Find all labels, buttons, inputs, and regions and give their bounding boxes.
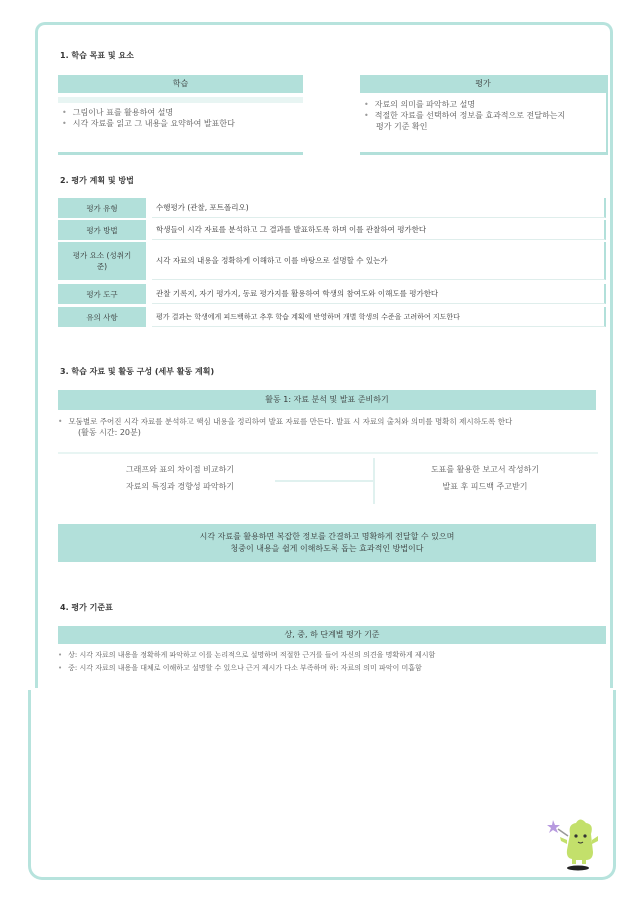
- row-label: 평가 요소 (성취기준): [58, 242, 146, 280]
- compare-item: 그래프와 표의 차이점 비교하기: [125, 465, 235, 474]
- compare-right: [405, 464, 565, 492]
- table-row: [58, 284, 606, 304]
- row-label: 평가 방법: [58, 220, 146, 240]
- row-value: 수행평가 (관찰, 포트폴리오): [152, 198, 606, 218]
- evaluation-header: 평가: [360, 75, 606, 93]
- row-value: 학생들이 시각 자료를 분석하고 그 결과를 발표하도록 하며 이를 관찰하여 평가한다: [152, 220, 606, 240]
- list-item: • 그림이나 표를 활용하여 설명: [62, 107, 303, 118]
- compare-left: [100, 464, 260, 492]
- compare-divider: [275, 458, 375, 504]
- list-item: • 중: 시각 자료의 내용을 대체로 이해하고 설명할 수 있으나 근거 제시가 다소 부족하며 하: 자료의 의미 파악이 미흡함: [58, 663, 608, 674]
- divider: [360, 152, 606, 155]
- section3-title: 3. 학습 자료 및 활동 구성 (세부 활동 계획): [60, 367, 215, 376]
- note-line: • 모둠별로 주어진 시각 자료를 분석하고 핵심 내용을 정리하여 발표 자료를 만든다. 발표 시 자료의 출처와 의미를 명확히 제시하도록 한다: [58, 416, 598, 427]
- row-label: 유의 사항: [58, 307, 146, 327]
- learning-list: [58, 103, 303, 129]
- mascot-icon: [544, 814, 604, 872]
- table-row: [58, 307, 606, 327]
- divider: [58, 452, 598, 454]
- compare-item: 도표를 활용한 보고서 작성하기: [430, 465, 540, 474]
- evaluation-list: [360, 93, 606, 132]
- summary-box: [58, 524, 596, 562]
- list-item-continued: 평가 기준 확인: [376, 122, 428, 131]
- table-row: [58, 242, 606, 280]
- summary-line: 청중이 내용을 쉽게 이해하도록 돕는 효과적인 방법이다: [230, 544, 424, 553]
- criteria-list: [58, 650, 608, 674]
- compare-item: 자료의 특징과 경향성 파악하기: [125, 482, 235, 491]
- list-item: • 상: 시각 자료의 내용을 정확하게 파악하고 이를 논리적으로 설명하며 적절한 근거를 들어 자신의 의견을 명확하게 제시함: [58, 650, 608, 661]
- summary-line: 시각 자료를 활용하면 복잡한 정보를 간결하고 명확하게 전달할 수 있으며: [199, 532, 455, 541]
- table-row: [58, 220, 606, 240]
- row-label: 평가 도구: [58, 284, 146, 304]
- section1-title: 1. 학습 목표 및 요소: [60, 51, 134, 60]
- row-value: 평가 결과는 학생에게 피드백하고 추후 학습 계획에 반영하며 개별 학생의 수준을 고려하여 지도한다: [152, 307, 606, 327]
- row-value: 관찰 기록지, 자기 평가지, 동료 평가지를 활용하여 학생의 참여도와 이해도를 평가한다: [152, 284, 606, 304]
- row-value: 시각 자료의 내용을 정확하게 이해하고 이를 바탕으로 설명할 수 있는가: [152, 242, 606, 280]
- section4-title: 4. 평가 기준표: [60, 603, 113, 612]
- list-item: • 적절한 자료를 선택하여 정보를 효과적으로 전달하는지: [364, 110, 606, 121]
- evaluation-box: [360, 75, 608, 155]
- row-label: 평가 유형: [58, 198, 146, 218]
- learning-header: 학습: [58, 75, 303, 93]
- compare-item: 발표 후 피드백 주고받기: [442, 482, 528, 491]
- criteria-bar: 상, 중, 하 단계별 평가 기준: [58, 626, 606, 644]
- activity-note: [58, 416, 598, 438]
- list-item: • 시각 자료를 읽고 그 내용을 요약하여 발표한다: [62, 118, 303, 129]
- divider: [58, 152, 303, 155]
- page-frame-bottom: [28, 690, 616, 880]
- list-item: • 자료의 의미를 파악하고 설명: [364, 99, 606, 110]
- table-row: [58, 198, 606, 218]
- note-line: (활동 시간: 20분): [78, 428, 141, 437]
- section2-title: 2. 평가 계획 및 방법: [60, 176, 134, 185]
- learning-box: [58, 75, 303, 155]
- activity-bar: 활동 1: 자료 분석 및 발표 준비하기: [58, 390, 596, 410]
